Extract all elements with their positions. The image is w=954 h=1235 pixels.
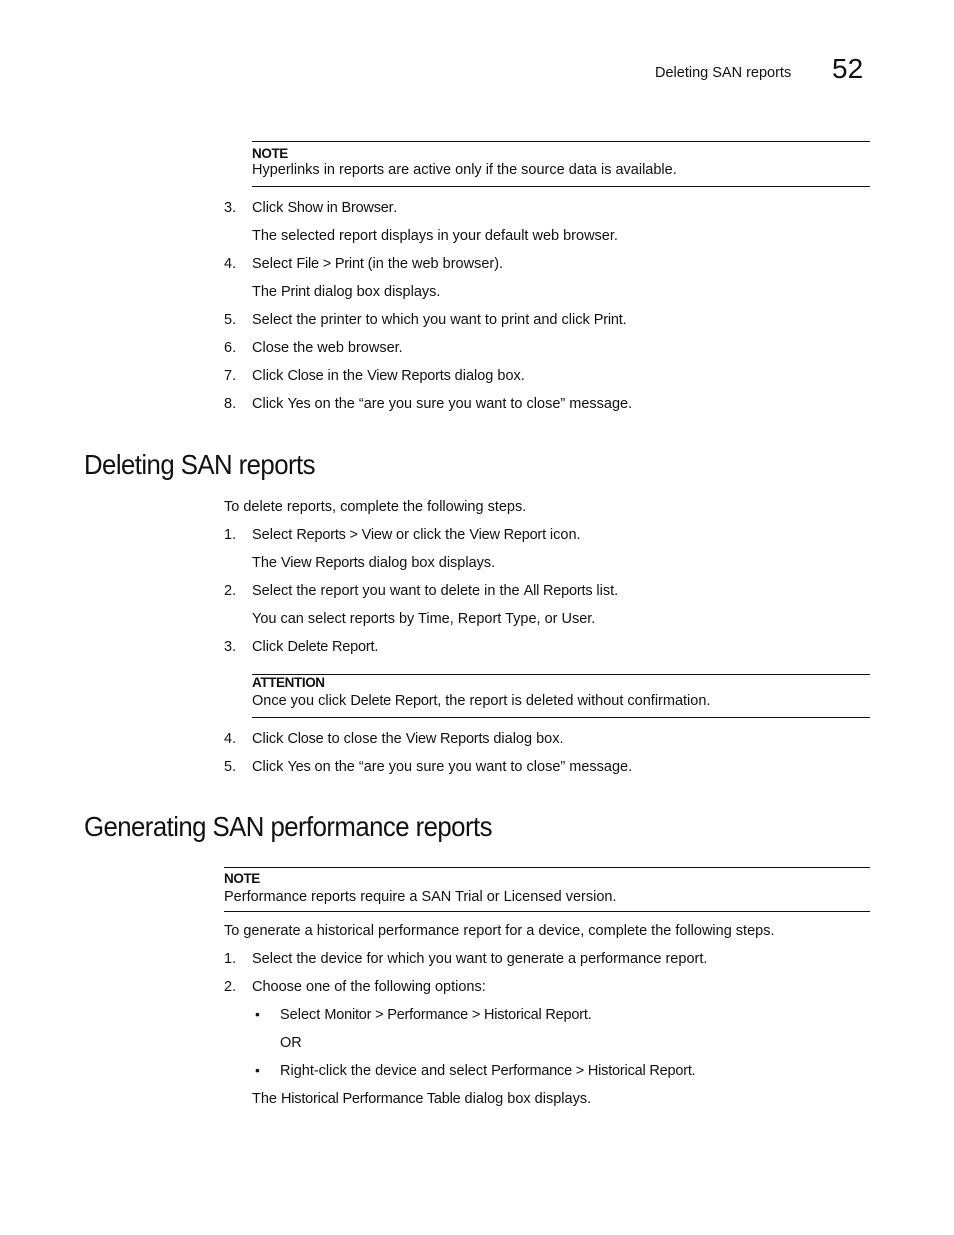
attention-label: ATTENTION	[252, 675, 325, 690]
step-number: 3.	[224, 639, 237, 655]
step-number: 6.	[224, 340, 237, 356]
ui-term: Yes	[287, 396, 311, 412]
step-text: Click Show in Browser.	[252, 200, 398, 216]
note-label: NOTE	[224, 871, 260, 886]
ui-term: Show in Browser	[287, 200, 394, 216]
note-top-rule	[224, 867, 870, 868]
ui-term: Print	[281, 284, 310, 300]
step-text: Choose one of the following options:	[252, 979, 486, 995]
bullet-icon: •	[255, 1062, 260, 1078]
step-text: Close the web browser.	[252, 340, 403, 356]
step-text: Select Reports > View or click the View Report icon.	[252, 527, 581, 543]
bullet-icon: •	[255, 1006, 260, 1022]
step-text: Select File > Print (in the web browser).	[252, 256, 504, 272]
ui-term: Historical Performance Table	[281, 1091, 461, 1107]
chapter-number: 52	[832, 53, 864, 84]
step-text: Click Close in the View Reports dialog box.	[252, 368, 525, 384]
step-text: Select the device for which you want to generate a performance report.	[252, 951, 708, 967]
note-text: Hyperlinks in reports are active only if the source data is available.	[252, 162, 677, 178]
step-number: 7.	[224, 368, 237, 384]
step-text: Click Yes on the “are you sure you want to close” message.	[252, 396, 633, 412]
step-number: 1.	[224, 951, 237, 967]
ui-term: File > Print	[296, 256, 364, 272]
ui-term: Close	[287, 731, 324, 747]
ui-term: View Report	[469, 527, 546, 543]
step-number: 1.	[224, 527, 237, 543]
section-intro: To delete reports, complete the following steps.	[224, 499, 527, 515]
step-number: 5.	[224, 312, 237, 328]
note-bottom-rule	[224, 911, 870, 912]
note-top-rule	[252, 141, 870, 142]
step-number: 4.	[224, 731, 237, 747]
ui-term: All Reports	[523, 583, 593, 599]
running-header-title: Deleting SAN reports	[655, 65, 792, 81]
step-text: Select the report you want to delete in the All Reports list.	[252, 583, 619, 599]
ui-term: View Reports	[405, 731, 490, 747]
step-result: The Print dialog box displays.	[252, 284, 441, 300]
bullet-text: Right-click the device and select Performance > Historical Report.	[280, 1063, 696, 1079]
step-result: The View Reports dialog box displays.	[252, 555, 496, 571]
step-result: The Historical Performance Table dialog box displays.	[252, 1091, 592, 1107]
attention-text: Once you click Delete Report, the report is deleted without confirmation.	[252, 693, 711, 709]
attention-top-rule	[252, 674, 870, 675]
step-number: 5.	[224, 759, 237, 775]
step-number: 2.	[224, 979, 237, 995]
note-label: NOTE	[252, 146, 288, 161]
ui-term: Delete Report	[287, 639, 375, 655]
note-text: Performance reports require a SAN Trial or Licensed version.	[224, 889, 617, 905]
step-number: 2.	[224, 583, 237, 599]
section-intro: To generate a historical performance report for a device, complete the following steps.	[224, 923, 775, 939]
or-text: OR	[280, 1035, 302, 1051]
step-number: 4.	[224, 256, 237, 272]
ui-term: Reports > View	[296, 527, 393, 543]
ui-term: Close	[287, 368, 324, 384]
step-number: 8.	[224, 396, 237, 412]
bullet-text: Select Monitor > Performance > Historical Report.	[280, 1007, 592, 1023]
step-text: Click Delete Report.	[252, 639, 379, 655]
ui-term: Monitor > Performance > Historical Report	[324, 1007, 588, 1023]
step-text: Click Close to close the View Reports dialog box.	[252, 731, 564, 747]
ui-term: Performance > Historical Report	[491, 1063, 692, 1079]
step-number: 3.	[224, 200, 237, 216]
note-bottom-rule	[252, 186, 870, 187]
step-text: Select the printer to which you want to print and click Print.	[252, 312, 627, 328]
section-heading-generating: Generating SAN performance reports	[84, 811, 492, 842]
attention-bottom-rule	[252, 717, 870, 718]
step-result: You can select reports by Time, Report Type, or User.	[252, 611, 596, 627]
ui-term: View Reports	[367, 368, 451, 384]
ui-term: Delete Report	[350, 693, 438, 709]
step-text: Click Yes on the “are you sure you want to close” message.	[252, 759, 633, 775]
section-heading-deleting: Deleting SAN reports	[84, 449, 315, 480]
ui-term: Print	[593, 312, 623, 328]
step-result: The selected report displays in your default web browser.	[252, 228, 618, 244]
ui-term: Yes	[287, 759, 311, 775]
ui-term: View Reports	[281, 555, 365, 571]
